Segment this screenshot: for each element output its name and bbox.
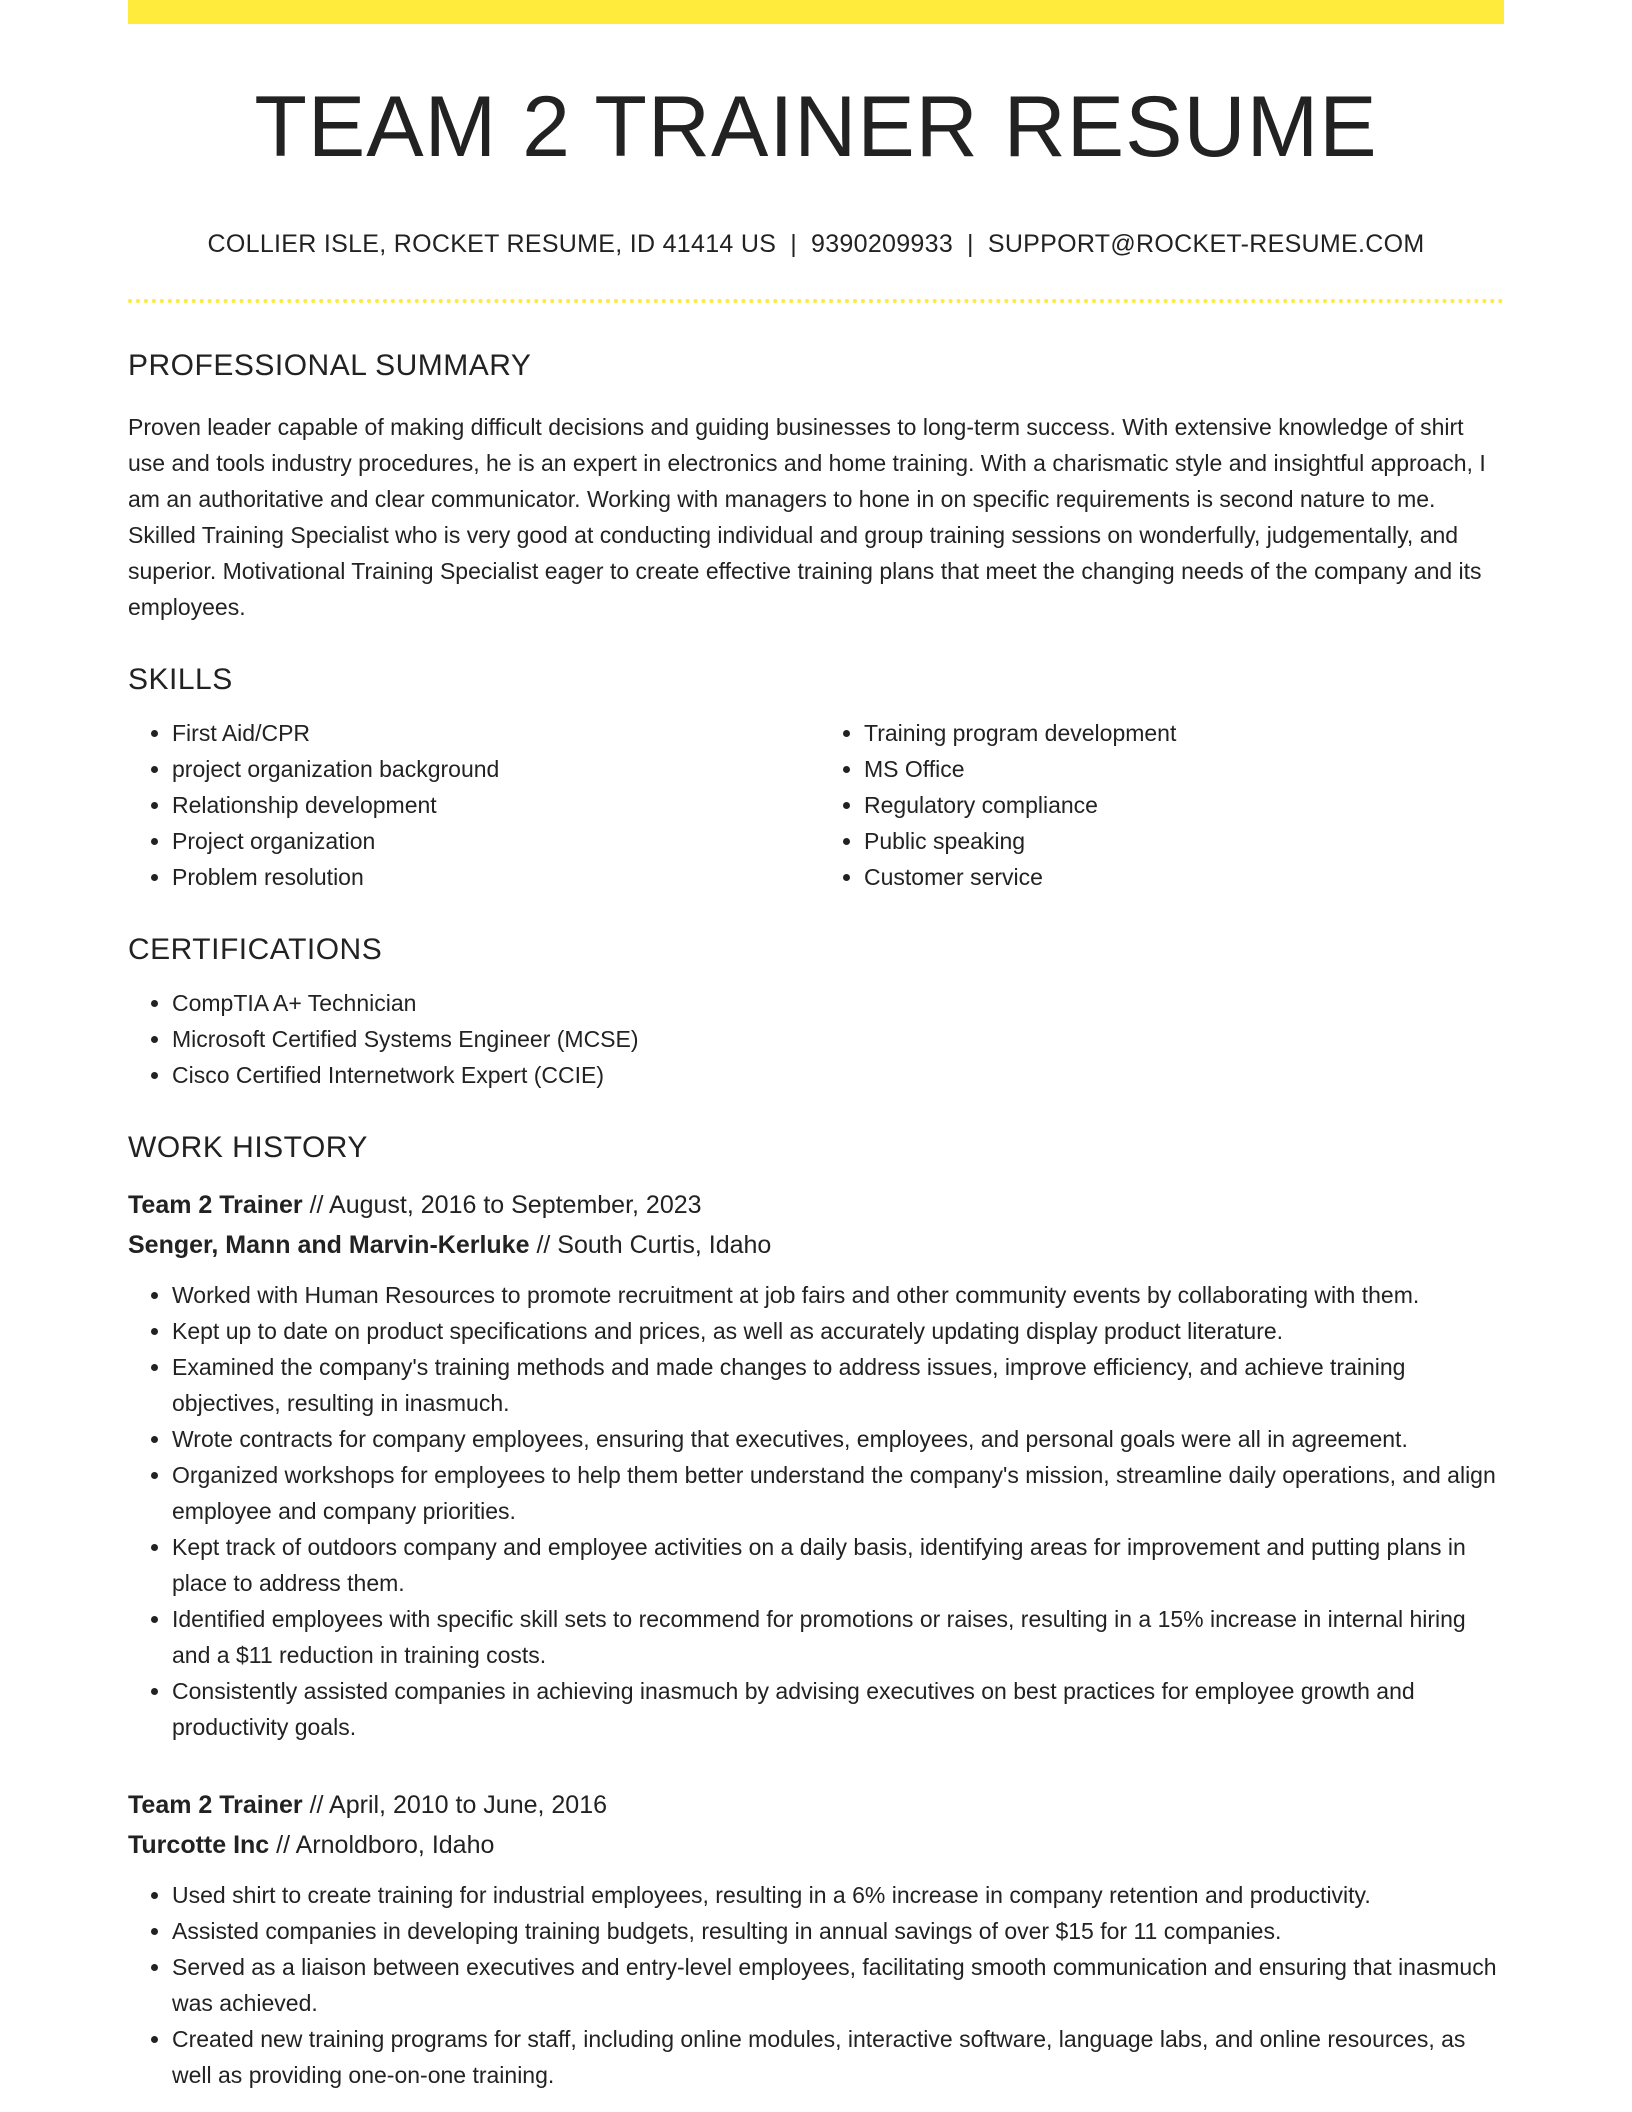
contact-separator: |: [967, 230, 974, 258]
job-company: Senger, Mann and Marvin-Kerluke: [128, 1231, 530, 1259]
skill-item: • Training program development: [864, 715, 1504, 751]
job-duty: • Wrote contracts for company employees, ensuring that executives, employees, and personal goals were all in agreement.: [172, 1421, 1504, 1457]
work-history-heading: WORK HISTORY: [128, 1131, 368, 1164]
skills-list: [128, 715, 1504, 895]
job-company-line: [128, 1225, 1504, 1265]
summary-heading: PROFESSIONAL SUMMARY: [128, 349, 532, 382]
job-duty: • Worked with Human Resources to promote recruitment at job fairs and other community events by collaborating with them.: [172, 1277, 1504, 1313]
certification-item: • CompTIA A+ Technician: [172, 985, 1504, 1021]
job-duty: • Served as a liaison between executives and entry-level employees, facilitating smooth communication and ensuring that inasmuch was achieved.: [172, 1949, 1504, 2021]
job-entry: [128, 1185, 1504, 1745]
job-duties-list: [128, 1877, 1504, 2093]
job-duty: • Used shirt to create training for industrial employees, resulting in a 6% increase in company retention and productivity.: [172, 1877, 1504, 1913]
job-company-line: [128, 1825, 1504, 1865]
job-dates: // August, 2016 to September, 2023: [309, 1191, 702, 1219]
job-dates: // April, 2010 to June, 2016: [309, 1791, 608, 1819]
contact-address: COLLIER ISLE, ROCKET RESUME, ID 41414 US: [207, 230, 777, 258]
resume-title: TEAM 2 TRAINER RESUME: [254, 79, 1378, 175]
skill-item: • Customer service: [864, 859, 1504, 895]
job-entry: [128, 1785, 1504, 2093]
job-title-line: [128, 1185, 1504, 1225]
job-duty: • Examined the company's training methods and made changes to address issues, improve efficiency, and achieve training objectives, resulting in inasmuch.: [172, 1349, 1504, 1421]
certifications-heading: CERTIFICATIONS: [128, 933, 383, 966]
certification-item: • Cisco Certified Internetwork Expert (CCIE): [172, 1057, 1504, 1093]
skill-item: • First Aid/CPR: [172, 715, 812, 751]
certifications-list: [128, 985, 1504, 1093]
job-duties-list: [128, 1277, 1504, 1745]
job-role: Team 2 Trainer: [128, 1191, 303, 1219]
job-location: // South Curtis, Idaho: [536, 1231, 772, 1259]
contact-line: [128, 230, 1504, 259]
skill-item: • Relationship development: [172, 787, 812, 823]
job-duty: • Consistently assisted companies in achieving inasmuch by advising executives on best practices for employee growth and productivity goals.: [172, 1673, 1504, 1745]
skill-item: • Regulatory compliance: [864, 787, 1504, 823]
skills-column-right: [812, 715, 1504, 895]
skills-column-left: [128, 715, 812, 895]
contact-phone: 9390209933: [811, 230, 954, 258]
accent-top-bar: [128, 0, 1504, 24]
skill-item: • MS Office: [864, 751, 1504, 787]
job-duty: • Organized workshops for employees to help them better understand the company's mission, streamline daily operations, and align employee and company priorities.: [172, 1457, 1504, 1529]
skill-item: • Problem resolution: [172, 859, 812, 895]
skills-heading: SKILLS: [128, 663, 233, 696]
resume-page: [128, 0, 1504, 2093]
job-title-line: [128, 1785, 1504, 1825]
job-role: Team 2 Trainer: [128, 1791, 303, 1819]
contact-separator: |: [790, 230, 797, 258]
job-duty: • Kept track of outdoors company and employee activities on a daily basis, identifying areas for improvement and putting plans in place to address them.: [172, 1529, 1504, 1601]
summary-text: Proven leader capable of making difficult decisions and guiding businesses to long-term success. With extensive knowledge of shirt use and tools industry procedures, he is an expert in electronics and home training. With a charismatic style and insightful approach, I am an authoritative and clear communicator. Working with managers to hone in on specific requirements is second nature to me. Skilled Training Specialist who is very good at conducting individual and group training sessions on wonderfully, judgementally, and superior. Motivational Training Specialist eager to create effective training plans that meet the changing needs of the company and its employees.: [128, 414, 1486, 620]
contact-email: SUPPORT@ROCKET-RESUME.COM: [987, 230, 1425, 258]
job-location: // Arnoldboro, Idaho: [276, 1831, 495, 1859]
skill-item: • project organization background: [172, 751, 812, 787]
skill-item: • Project organization: [172, 823, 812, 859]
job-company: Turcotte Inc: [128, 1831, 270, 1859]
certification-item: • Microsoft Certified Systems Engineer (MCSE): [172, 1021, 1504, 1057]
dotted-divider: [128, 299, 1504, 303]
job-duty: • Kept up to date on product specifications and prices, as well as accurately updating display product literature.: [172, 1313, 1504, 1349]
job-duty: • Created new training programs for staff, including online modules, interactive software, language labs, and online resources, as well as providing one-on-one training.: [172, 2021, 1504, 2093]
job-duty: • Assisted companies in developing training budgets, resulting in annual savings of over $15 for 11 companies.: [172, 1913, 1504, 1949]
job-duty: • Identified employees with specific skill sets to recommend for promotions or raises, resulting in a 15% increase in internal hiring and a $11 reduction in training costs.: [172, 1601, 1504, 1673]
skill-item: • Public speaking: [864, 823, 1504, 859]
